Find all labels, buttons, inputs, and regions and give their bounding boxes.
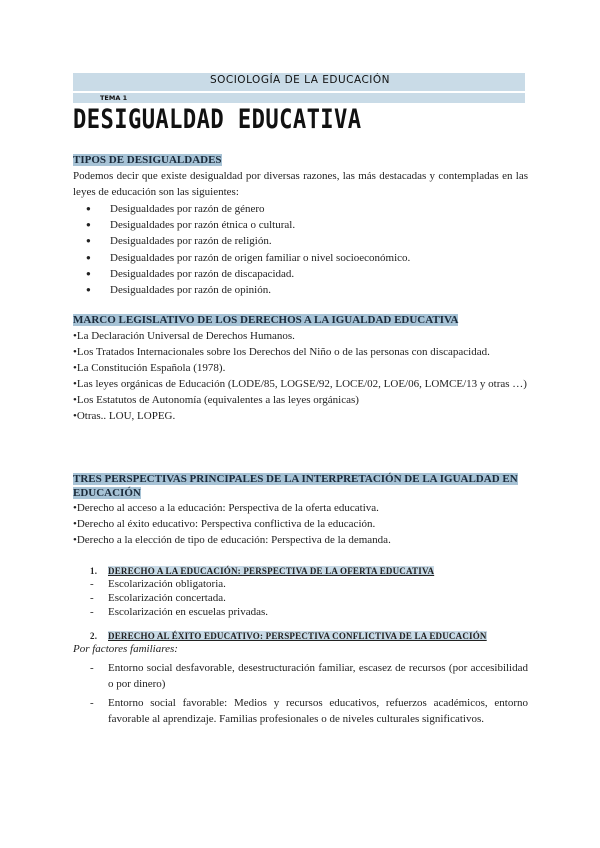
section-heading-tipos: TIPOS DE DESIGUALDADES bbox=[73, 154, 222, 166]
list-item: •Las leyes orgánicas de Educación (LODE/85, LOGSE/92, LOCE/02, LOE/06, LOMCE/13 y otras …) bbox=[73, 378, 527, 390]
section-heading-perspectivas: TRES PERSPECTIVAS PRINCIPALES DE LA INTERPRETACIÓN DE LA IGUALDAD EN EDUCACIÓN bbox=[73, 473, 518, 499]
list-item: •Derecho a la elección de tipo de educación: Perspectiva de la demanda. bbox=[73, 534, 391, 546]
factores-label: Por factores familiares: bbox=[73, 643, 178, 655]
list-item: ● Desigualdades por razón étnica o cultural. bbox=[86, 217, 410, 233]
subheading-derecho-exito: 2. DERECHO AL ÉXITO EDUCATIVO: PERSPECTIVA CONFLICTIVA DE LA EDUCACIÓN bbox=[90, 631, 487, 641]
header-subband bbox=[73, 93, 525, 103]
list-item: •Los Estatutos de Autonomía (equivalentes a las leyes orgánicas) bbox=[73, 394, 359, 406]
list-item: ● Desigualdades por razón de género bbox=[86, 201, 410, 217]
page-title: DESIGUALDAD EDUCATIVA bbox=[73, 104, 362, 135]
section-heading-marco: MARCO LEGISLATIVO DE LOS DERECHOS A LA IGUALDAD EDUCATIVA bbox=[73, 314, 459, 326]
list-item: ● Desigualdades por razón de opinión. bbox=[86, 282, 410, 298]
list-item: - Escolarización concertada. bbox=[90, 591, 528, 605]
dash-list-factores bbox=[90, 660, 528, 730]
list-perspectivas bbox=[73, 500, 528, 548]
list-item: •La Declaración Universal de Derechos Humanos. bbox=[73, 330, 295, 342]
list-item: •La Constitución Española (1978). bbox=[73, 362, 226, 374]
list-item: - Escolarización obligatoria. bbox=[90, 577, 528, 591]
list-item: •Derecho al éxito educativo: Perspectiva conflictiva de la educación. bbox=[73, 518, 376, 530]
subheading-derecho-educacion: 1. DERECHO A LA EDUCACIÓN: PERSPECTIVA DE LA OFERTA EDUCATIVA bbox=[90, 566, 435, 576]
list-item: ● Desigualdades por razón de discapacidad. bbox=[86, 266, 410, 282]
list-item: ● Desigualdades por razón de religión. bbox=[86, 233, 410, 249]
tema-label: TEMA 1 bbox=[100, 94, 128, 102]
list-item: - Entorno social favorable: Medios y recursos educativos, refuerzos académicos, entorno favorable al aprendizaje. Familias profesionales o de niveles culturales significativos. bbox=[90, 695, 528, 727]
list-item: •Derecho al acceso a la educación: Perspectiva de la oferta educativa. bbox=[73, 502, 379, 514]
list-item: •Otras.. LOU, LOPEG. bbox=[73, 410, 176, 422]
list-item: - Escolarización en escuelas privadas. bbox=[90, 605, 528, 619]
section-intro: Podemos decir que existe desigualdad por diversas razones, las más destacadas y contempladas en las leyes de educación son las siguientes: bbox=[73, 170, 528, 198]
bullet-list-desigualdades bbox=[86, 201, 410, 298]
course-title: SOCIOLOGÍA DE LA EDUCACIÓN bbox=[209, 74, 391, 86]
dash-list-escolarizacion bbox=[90, 577, 528, 619]
list-item: •Los Tratados Internacionales sobre los Derechos del Niño o de las personas con discapacidad. bbox=[73, 346, 490, 358]
list-marco-legislativo bbox=[73, 328, 528, 424]
list-item: - Entorno social desfavorable, desestructuración familiar, escasez de recursos (por accesibilidad o por dinero) bbox=[90, 660, 528, 692]
list-item: ● Desigualdades por razón de origen familiar o nivel socioeconómico. bbox=[86, 250, 410, 266]
